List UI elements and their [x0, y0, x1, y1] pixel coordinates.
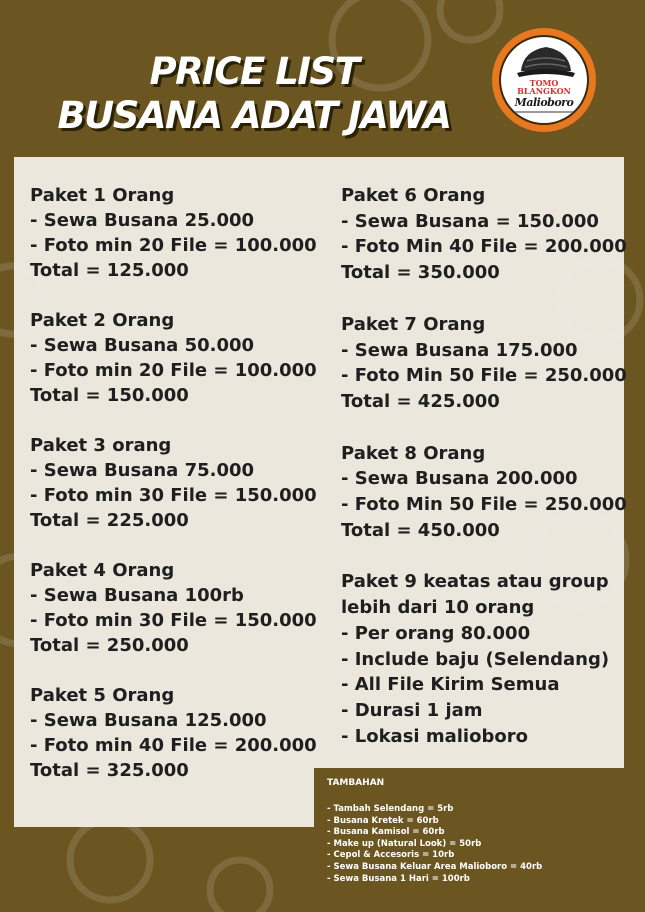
package-name: Paket 7 Orang: [341, 313, 486, 335]
package-5: [30, 683, 326, 783]
tambahan-title: TAMBAHAN: [327, 778, 385, 788]
packages-left-column: [30, 183, 326, 808]
logo-divider: [511, 111, 577, 113]
package-line: - Sewa Busana = 150.000: [341, 210, 599, 232]
package-line: - Foto Min 40 File = 200.000: [341, 236, 627, 258]
logo-badge: [499, 35, 589, 125]
package-1: [30, 183, 326, 283]
package-line: - Sewa Busana 25.000: [30, 210, 255, 231]
package-6: [341, 183, 627, 286]
list-item: - Cepol & Accesoris = 10rb: [327, 850, 455, 861]
package-total: Total = 425.000: [341, 390, 500, 412]
package-line: - Sewa Busana 50.000: [30, 335, 255, 356]
package-name: Paket 5 Orang: [30, 685, 175, 706]
package-name: Paket 2 Orang: [30, 310, 175, 331]
package-4: [30, 558, 326, 658]
packages-right-column: [341, 183, 627, 775]
package-line: - Per orang 80.000: [341, 622, 531, 644]
list-item: - Make up (Natural Look) = 50rb: [327, 838, 482, 849]
package-line: - Include baju (Selendang): [341, 648, 610, 670]
list-item: - Sewa Busana 1 Hari = 100rb: [327, 873, 470, 884]
tambahan-section: [314, 768, 624, 912]
title-line-2: BUSANA ADAT JAWA: [57, 94, 451, 137]
package-line: - Foto Min 50 File = 250.000: [341, 494, 627, 516]
package-total: Total = 450.000: [341, 519, 500, 541]
brand-logo: [492, 28, 596, 132]
package-name: Paket 1 Orang: [30, 185, 175, 206]
list-item: - Tambah Selendang = 5rb: [327, 804, 454, 814]
package-3: [30, 433, 326, 533]
package-line: - Foto min 30 File = 150.000: [30, 485, 317, 506]
list-item: - Sewa Busana Keluar Area Malioboro = 40rb: [327, 861, 543, 872]
package-name-continued: lebih dari 10 orang: [341, 597, 535, 619]
package-line: - Foto min 40 File = 200.000: [30, 735, 317, 756]
package-line: - Sewa Busana 75.000: [30, 460, 255, 481]
package-line: - Foto min 20 File = 100.000: [30, 360, 317, 381]
package-7: [341, 312, 627, 415]
package-line: - Sewa Busana 125.000: [30, 710, 267, 731]
list-item: - Busana Kretek = 60rb: [327, 815, 439, 826]
package-line: - Foto min 20 File = 100.000: [30, 235, 317, 256]
package-line: - Durasi 1 jam: [341, 699, 483, 721]
package-name: Paket 6 Orang: [341, 185, 486, 206]
package-2: [30, 308, 326, 408]
logo-text-malioboro: Malioboro: [514, 96, 574, 109]
package-total: Total = 325.000: [30, 760, 189, 781]
package-8: [341, 441, 627, 544]
tambahan-list: [327, 804, 542, 885]
package-line: - Sewa Busana 200.000: [341, 468, 578, 490]
package-total: Total = 125.000: [30, 260, 189, 281]
package-9-group: [341, 569, 621, 749]
package-total: Total = 250.000: [30, 635, 189, 656]
package-name: Paket 4 Orang: [30, 560, 175, 581]
logo-text-blangkon: BLANGKON: [517, 86, 571, 96]
package-name: Paket 9 keatas atau group: [341, 571, 609, 593]
logo-text-tomo: TOMO: [529, 78, 559, 88]
package-total: Total = 150.000: [30, 385, 189, 406]
package-name: Paket 3 orang: [30, 435, 172, 456]
price-list-panel: [14, 157, 627, 827]
package-total: Total = 350.000: [341, 262, 500, 284]
list-item: - Busana Kamisol = 60rb: [327, 827, 445, 838]
package-total: Total = 225.000: [30, 510, 189, 531]
package-line: - Foto min 30 File = 150.000: [30, 610, 317, 631]
package-name: Paket 8 Orang: [341, 442, 486, 464]
blangkon-hat-icon: [515, 43, 577, 79]
package-line: - Sewa Busana 100rb: [30, 585, 244, 606]
package-line: - Foto Min 50 File = 250.000: [341, 365, 627, 387]
page-title: [24, 50, 484, 138]
package-line: - Lokasi malioboro: [341, 725, 528, 747]
package-line: - All File Kirim Semua: [341, 674, 560, 696]
package-line: - Sewa Busana 175.000: [341, 339, 578, 361]
title-line-1: PRICE LIST: [149, 50, 359, 93]
